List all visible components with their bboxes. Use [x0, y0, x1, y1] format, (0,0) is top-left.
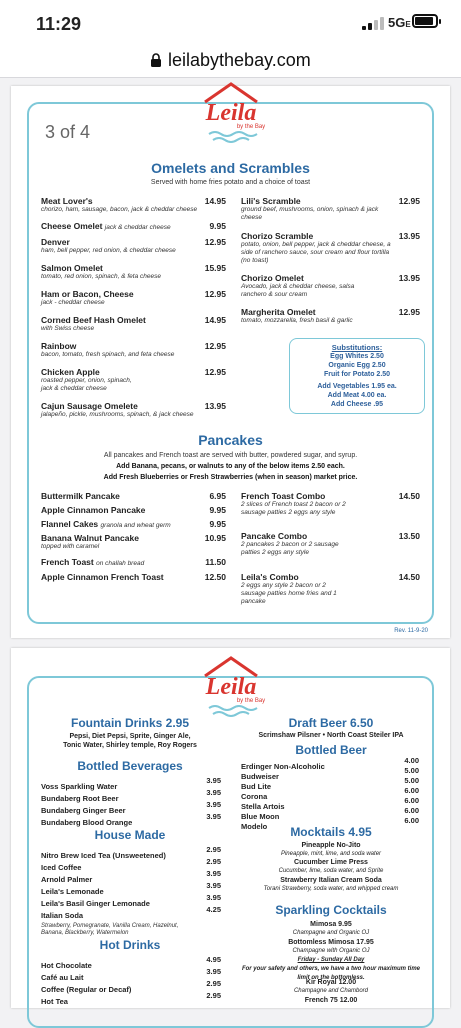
menu-item: Cheese Omelet jack & cheddar cheese 9.95 — [41, 221, 226, 231]
menu-item: Chorizo Scramble 13.95 potato, onion, bell pepper, jack & cheddar cheese, a side of ranchero sauce, sour cream and flour tortilla (no toast) — [241, 231, 420, 264]
cocktail-item: Bottomless Mimosa 17.95 Champagne with Organic OJ Friday - Sunday All Day For your safety and others, we have a two hour maximum time limit on the bottomless. — [241, 939, 421, 981]
omelets-subtitle: Served with home fries potato and a choice of toast — [150, 179, 311, 186]
menu-item: Leila's Combo 14.50 2 eggs any style 2 bacon or 2 sausage patties home fries and 1 pancake — [241, 572, 420, 605]
mocktail-item: Cucumber Lime Press Cucumber, lime, soda water, and Sprite — [278, 859, 384, 874]
draft-beer-list: Scrimshaw Pilsner • North Coast Steiler IPA — [258, 732, 404, 739]
menu-item: Blue Moon 6.00 — [241, 806, 419, 821]
omelets-title: Omelets and Scrambles — [151, 160, 310, 176]
menu-item: Corona 6.00 — [241, 786, 419, 801]
clock: 11:29 — [36, 14, 82, 34]
menu-item: Margherita Omelet 12.95 tomato, mozzarella, fresh basil & garlic — [241, 307, 420, 324]
menu-item: Bundaberg Root Beer 3.95 — [41, 788, 221, 803]
menu-item: Apple Cinnamon Pancake 9.95 — [41, 505, 226, 515]
mocktails-title: Mocktails 4.95 — [290, 825, 372, 839]
draft-beer-title: Draft Beer 6.50 — [288, 716, 374, 730]
pancakes-note: Add Banana, pecans, or walnuts to any of the below items 2.50 each. — [116, 463, 345, 470]
svg-text:by the Bay: by the Bay — [236, 698, 265, 704]
menu-item: Buttermilk Pancake 6.95 — [41, 491, 226, 501]
mocktail-item: Strawberry Italian Cream Soda Torani Strawberry, soda water, and whipped cream — [263, 877, 399, 892]
menu-item: Chicken Apple 12.95 roasted pepper, onion, spinach, jack & cheddar cheese — [41, 367, 226, 392]
status-bar — [0, 0, 461, 44]
menu-item: Chorizo Omelet 13.95 Avocado, jack & cheddar cheese, salsa ranchero & sour cream — [241, 273, 420, 298]
menu-item: Corned Beef Hash Omelet 14.95 with Swiss cheese — [41, 315, 226, 332]
cellular-signal-icon — [362, 16, 386, 30]
bottled-beer-title: Bottled Beer — [295, 743, 367, 757]
menu-item: Hot Tea 2.95 — [41, 991, 221, 1006]
url-text[interactable]: leilabythebay.com — [168, 50, 311, 70]
substitutions-box: Substitutions: Egg Whites 2.50 Organic Egg 2.50 Fruit for Potato 2.50 Add Vegetables 1.95 ea. Add Meat 4.00 ea. Add Cheese .95 — [289, 338, 425, 414]
menu-item: Cajun Sausage Omelete 13.95 jalapeño, pickle, mushrooms, spinach, & jack cheese — [41, 401, 226, 418]
menu-item: Leila's Lemonade 3.95 — [41, 881, 221, 896]
page-number: 3 of 4 — [45, 122, 91, 142]
menu-item: Lili's Scramble 12.95 ground beef, mushrooms, onion, spinach & jack cheese — [241, 196, 420, 221]
menu-item: Stella Artois 6.00 — [241, 796, 419, 811]
menu-item: Coffee (Regular or Decaf) 2.95 — [41, 979, 221, 994]
sparkling-cocktails-title: Sparkling Cocktails — [275, 903, 387, 917]
revision-note: Rev. 11-9-20 — [394, 628, 428, 634]
menu-page-3 — [11, 86, 450, 638]
bottled-beverages-title: Bottled Beverages — [77, 759, 183, 773]
menu-item: Denver 12.95 ham, bell pepper, red onion, & cheddar cheese — [41, 237, 226, 254]
leila-logo — [193, 80, 269, 144]
menu-item: Rainbow 12.95 bacon, tomato, fresh spinach, and feta cheese — [41, 341, 226, 358]
menu-item: Arnold Palmer 3.95 — [41, 869, 221, 884]
fountain-drinks-title: Fountain Drinks 2.95 — [70, 716, 190, 730]
menu-item: Budweiser 5.00 — [241, 766, 419, 781]
menu-item: Voss Sparkling Water 3.95 — [41, 776, 221, 791]
pancakes-note: Add Fresh Blueberries or Fresh Strawberries (when in season) market price. — [103, 474, 358, 481]
menu-item: French Toast Combo 14.50 2 slices of French toast 2 bacon or 2 sausage patties 2 eggs any style — [241, 491, 420, 516]
menu-item: Hot Chocolate 4.95 — [41, 955, 221, 970]
menu-item: Iced Coffee 2.95 — [41, 857, 221, 872]
svg-text:by the Bay: by the Bay — [236, 124, 265, 130]
mocktail-item: Pineapple No-Jito Pineapple, mint, lime, and soda water — [280, 842, 382, 857]
menu-item: Bundaberg Blood Orange 3.95 — [41, 812, 221, 827]
svg-text:Leila: Leila — [205, 674, 256, 700]
network-type: 5GE — [388, 15, 411, 30]
pancakes-title: Pancakes — [198, 432, 263, 448]
pancakes-subtitle: All pancakes and French toast are served with butter, powdered sugar, and syrup. — [103, 452, 358, 459]
lock-icon — [150, 53, 162, 68]
menu-item: Flannel Cakes granola and wheat germ 9.95 — [41, 519, 226, 529]
menu-item: Bud Lite 5.00 — [241, 776, 419, 791]
browser-address-bar[interactable] — [0, 44, 461, 78]
fountain-drinks-list: Pepsi, Diet Pepsi, Sprite, Ginger Ale, Tonic Water, Shirley temple, Roy Rogers — [63, 733, 197, 749]
menu-item: Nitro Brew Iced Tea (Unsweetened) 2.95 — [41, 845, 221, 860]
house-made-title: House Made — [94, 828, 166, 842]
menu-item: Ham or Bacon, Cheese 12.95 jack - cheddar cheese — [41, 289, 226, 306]
leila-logo — [193, 654, 269, 718]
menu-item: Erdinger Non-Alcoholic 4.00 — [241, 756, 419, 771]
menu-item: Leila's Basil Ginger Lemonade 3.95 — [41, 893, 221, 908]
menu-item: Modelo 6.00 — [241, 816, 419, 831]
menu-item: Bundaberg Ginger Beer 3.95 — [41, 800, 221, 815]
battery-icon — [412, 14, 438, 28]
cocktail-item: Kir Royal 12.00 Champagne and Chambord French 75 12.00 — [293, 979, 369, 1004]
menu-page-4 — [11, 648, 450, 1008]
hot-drinks-title: Hot Drinks — [99, 938, 161, 952]
menu-item: Meat Lover's 14.95 chorizo, ham, sausage, bacon, jack & cheddar cheese — [41, 196, 226, 213]
menu-item: Pancake Combo 13.50 2 pancakes 2 bacon or 2 sausage patties 2 eggs any style — [241, 531, 420, 556]
svg-text:Leila: Leila — [205, 100, 256, 126]
cocktail-item: Mimosa 9.95 Champagne and Organic OJ — [292, 921, 370, 936]
menu-item: Apple Cinnamon French Toast 12.50 — [41, 572, 226, 582]
menu-item: Banana Walnut Pancake 10.95 topped with caramel — [41, 533, 226, 550]
menu-item: Café au Lait 3.95 — [41, 967, 221, 982]
menu-item: French Toast on challah bread 11.50 — [41, 557, 226, 567]
menu-item: Italian Soda 4.25 Strawberry, Pomegranate, Vanilla Cream, Hazelnut, Banana, Blackberry, Watermelon — [41, 905, 221, 936]
menu-item: Salmon Omelet 15.95 tomato, red onion, spinach, & feta cheese — [41, 263, 226, 280]
